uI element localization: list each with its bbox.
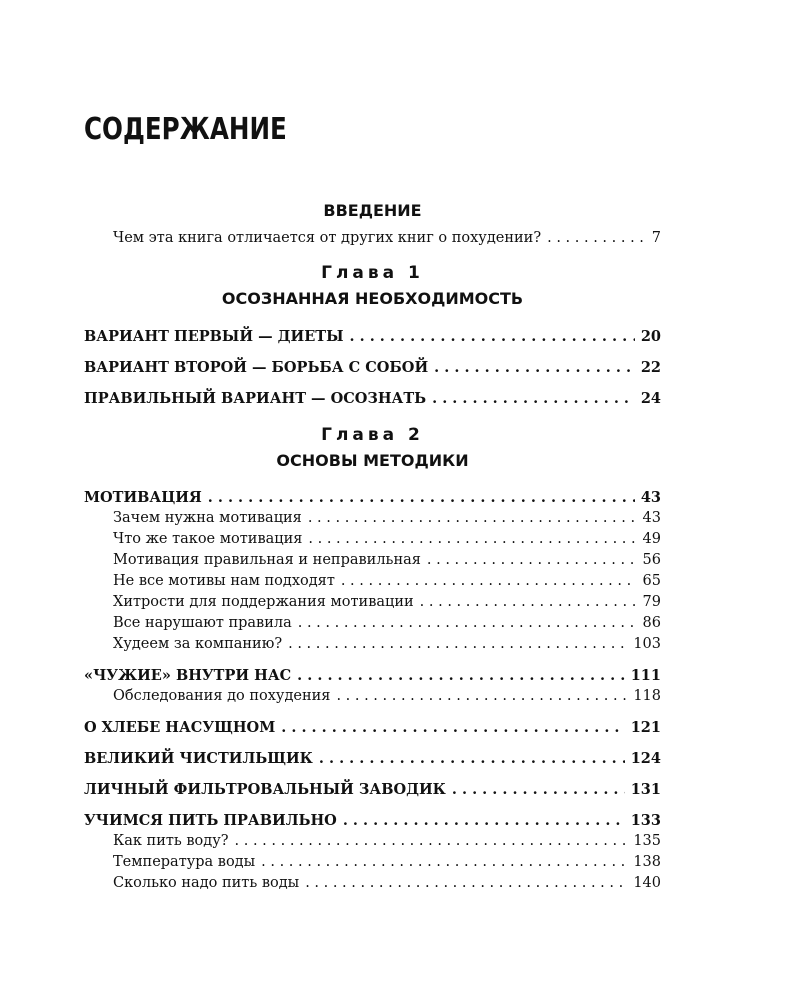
toc-entry-label: Хитрости для поддержания мотивации [113, 594, 414, 610]
toc-entry[interactable] [84, 665, 661, 686]
toc-subentry[interactable] [84, 550, 661, 571]
dot-leader [319, 748, 625, 769]
toc-page-number: 111 [630, 667, 661, 684]
intro-section [84, 200, 661, 249]
toc-page-number: 22 [640, 359, 661, 376]
dot-leader [420, 592, 637, 613]
toc-page-number: 20 [640, 328, 661, 345]
toc-entry-label: Не все мотивы нам подходят [113, 573, 335, 589]
dot-leader [281, 717, 624, 738]
toc-page-number: 86 [642, 615, 661, 631]
toc-page-number: 140 [633, 875, 661, 891]
toc-page-number: 49 [642, 531, 661, 547]
toc-entry-label: Мотивация правильная и неправильная [113, 552, 421, 568]
intro-entry[interactable] [84, 228, 661, 249]
toc-page-number: 56 [642, 552, 661, 568]
chapter-2-title: ОСНОВЫ МЕТОДИКИ [276, 451, 469, 470]
chapter-1 [84, 262, 661, 409]
toc-entry-label: УЧИМСЯ ПИТЬ ПРАВИЛЬНО [84, 812, 337, 829]
toc-subentry[interactable] [84, 571, 661, 592]
toc-entry-label: Зачем нужна мотивация [113, 510, 302, 526]
toc-entry[interactable] [84, 810, 661, 831]
dot-leader [297, 665, 625, 686]
toc-page-number: 135 [633, 833, 661, 849]
toc-subentry[interactable] [84, 686, 661, 707]
table-of-contents [84, 200, 661, 894]
toc-entry[interactable] [84, 748, 661, 769]
toc-entry[interactable] [84, 487, 661, 508]
dot-leader [341, 571, 637, 592]
toc-entry[interactable] [84, 388, 661, 409]
toc-page-number: 24 [640, 390, 661, 407]
toc-entry-label: ВАРИАНТ ВТОРОЙ — БОРЬБА С СОБОЙ [84, 359, 429, 376]
toc-page-number: 65 [642, 573, 661, 589]
toc-page-number: 131 [630, 781, 661, 798]
toc-page-number: 43 [642, 510, 661, 526]
toc-entry[interactable] [84, 326, 661, 347]
toc-page-number: 118 [633, 688, 661, 704]
toc-entry-label: ВЕЛИКИЙ ЧИСТИЛЬЩИК [84, 750, 313, 767]
dot-leader [432, 388, 635, 409]
toc-entry-label: ВАРИАНТ ПЕРВЫЙ — ДИЕТЫ [84, 328, 344, 345]
toc-entry[interactable] [84, 779, 661, 800]
chapter-2-number: Глава 2 [321, 425, 424, 445]
dot-leader [208, 487, 635, 508]
dot-leader [235, 831, 628, 852]
toc-subentry[interactable] [84, 529, 661, 550]
dot-leader [305, 873, 627, 894]
toc-entry-label: Температура воды [113, 854, 256, 870]
toc-subentry[interactable] [84, 634, 661, 655]
dot-leader [350, 326, 635, 347]
toc-entry-label: О ХЛЕБЕ НАСУЩНОМ [84, 719, 276, 736]
toc-subentry[interactable] [84, 613, 661, 634]
dot-leader [288, 634, 627, 655]
dot-leader [427, 550, 637, 571]
toc-subentry[interactable] [84, 852, 661, 873]
toc-page-number: 124 [630, 750, 661, 767]
intro-heading: ВВЕДЕНИЕ [323, 201, 422, 220]
toc-entry-label: Все нарушают правила [113, 615, 292, 631]
toc-page-number: 133 [630, 812, 661, 829]
toc-entry-label: «ЧУЖИЕ» ВНУТРИ НАС [84, 667, 292, 684]
toc-entry-label: Худеем за компанию? [113, 636, 283, 652]
toc-subentry[interactable] [84, 508, 661, 529]
toc-subentry[interactable] [84, 873, 661, 894]
toc-subentry[interactable] [84, 592, 661, 613]
toc-entry-label: ЛИЧНЫЙ ФИЛЬТРОВАЛЬНЫЙ ЗАВОДИК [84, 781, 446, 798]
dot-leader [434, 357, 635, 378]
dot-leader [547, 228, 646, 249]
toc-page-number: 7 [651, 230, 661, 246]
toc-entry-label: Обследования до похудения [113, 688, 331, 704]
toc-entry-label: МОТИВАЦИЯ [84, 489, 202, 506]
toc-subentry[interactable] [84, 831, 661, 852]
page-title: СОДЕРЖАНИЕ [84, 112, 287, 147]
toc-entry-label: Чем эта книга отличается от других книг о похудении? [113, 230, 542, 246]
dot-leader [336, 686, 627, 707]
chapter-2 [84, 424, 661, 894]
dot-leader [343, 810, 625, 831]
chapter-1-number: Глава 1 [321, 263, 424, 283]
toc-entry[interactable] [84, 357, 661, 378]
chapter-1-title: ОСОЗНАННАЯ НЕОБХОДИМОСТЬ [221, 289, 524, 308]
dot-leader [298, 613, 637, 634]
dot-leader [261, 852, 627, 873]
toc-page-number: 121 [630, 719, 661, 736]
toc-entry-label: Что же такое мотивация [113, 531, 303, 547]
toc-entry-label: ПРАВИЛЬНЫЙ ВАРИАНТ — ОСОЗНАТЬ [84, 390, 427, 407]
toc-entry[interactable] [84, 717, 661, 738]
toc-entry-label: Как пить воду? [113, 833, 229, 849]
toc-page-number: 43 [640, 489, 661, 506]
toc-page-number: 138 [633, 854, 661, 870]
dot-leader [452, 779, 625, 800]
toc-page-number: 79 [642, 594, 661, 610]
dot-leader [308, 529, 636, 550]
toc-entry-label: Сколько надо пить воды [113, 875, 300, 891]
dot-leader [308, 508, 637, 529]
toc-page-number: 103 [633, 636, 661, 652]
